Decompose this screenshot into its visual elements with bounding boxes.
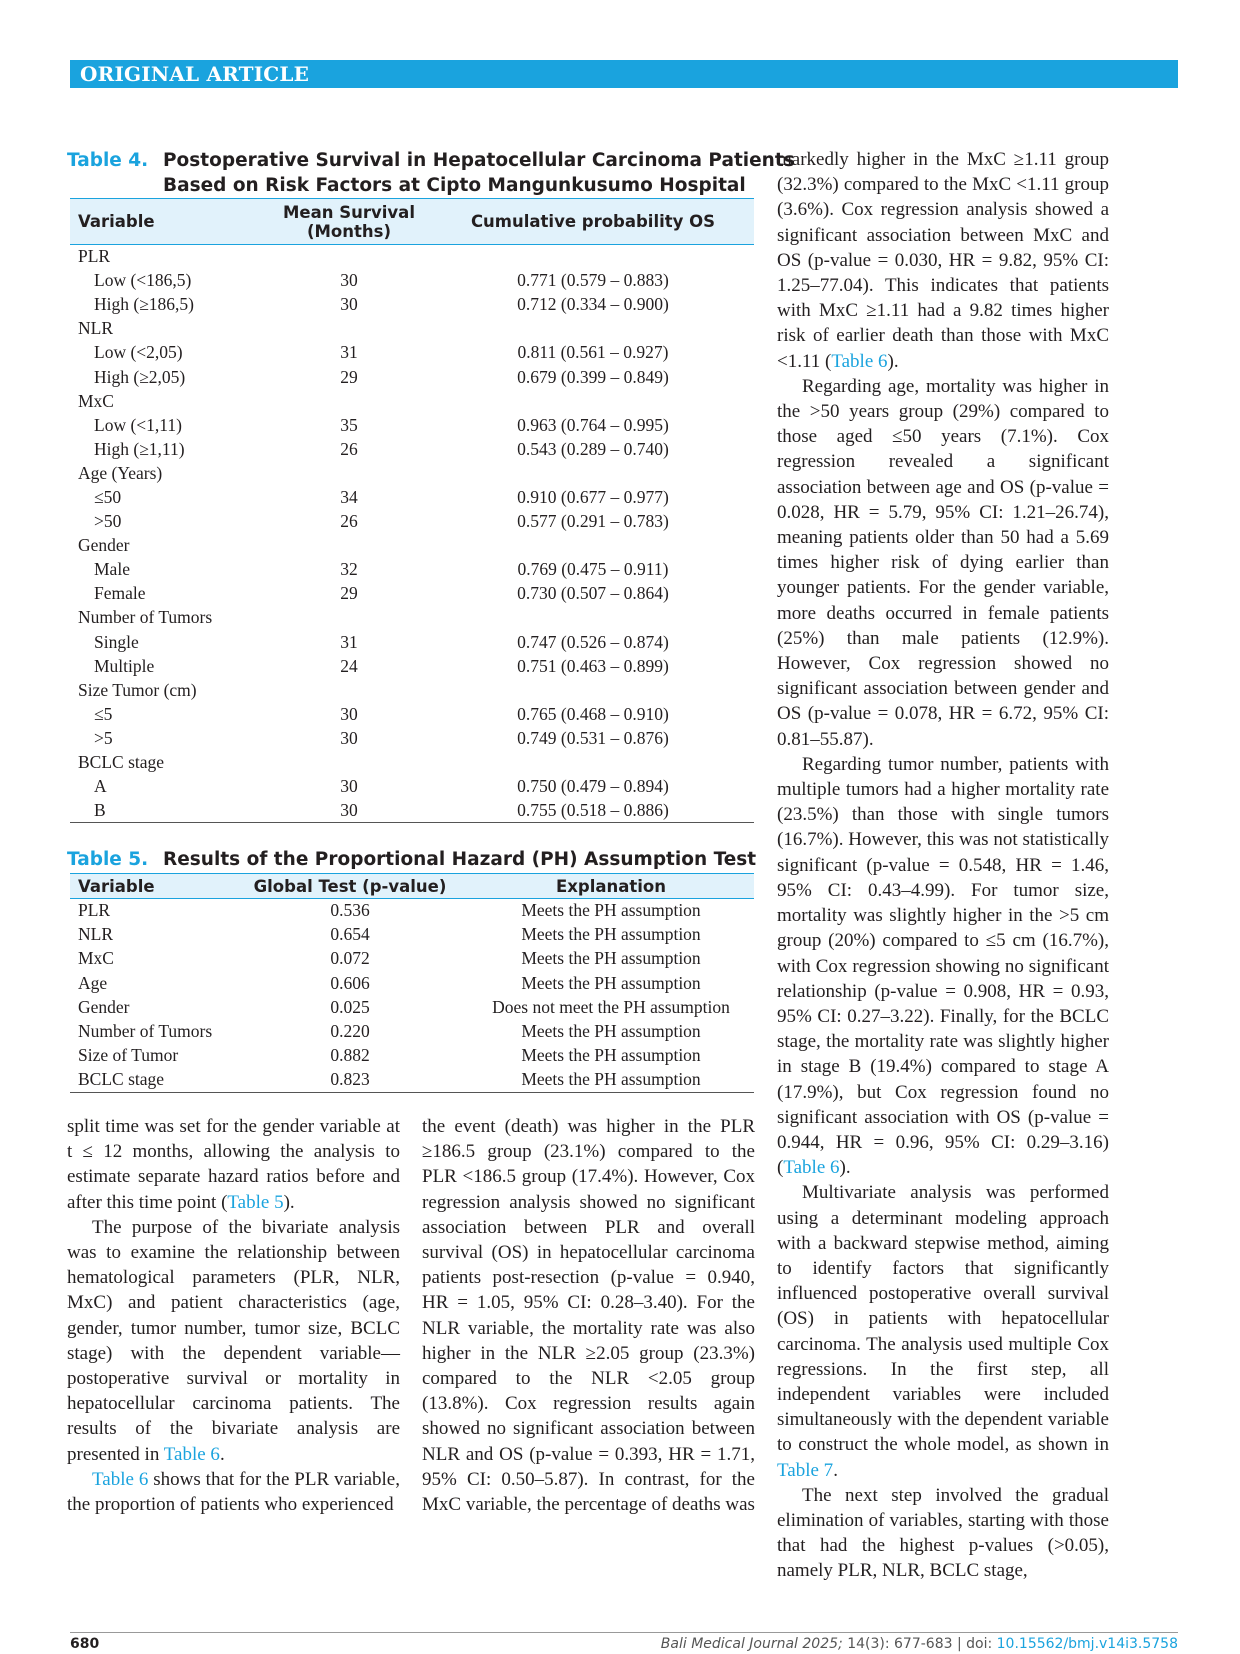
table4-group-row	[70, 606, 754, 630]
table4-row	[70, 269, 754, 293]
paragraph	[777, 1483, 1109, 1584]
table5-cell-explanation: Meets the PH assumption	[521, 1021, 701, 1042]
table5-title: Results of the Proportional Hazard (PH) Assumption Test	[163, 849, 757, 870]
table4-cell-variable: Gender	[78, 535, 130, 556]
table5-cell-explanation: Meets the PH assumption	[521, 972, 701, 993]
table4-cell-os: 0.771 (0.579 – 0.883)	[517, 270, 669, 291]
table4-cell-variable: PLR	[78, 246, 111, 267]
table-reference-link[interactable]: Table 6	[783, 1157, 840, 1179]
table4-cell-variable: Size Tumor (cm)	[78, 679, 197, 700]
table-reference-link[interactable]: Table 5	[227, 1191, 284, 1213]
table4-header-variable: Variable	[70, 199, 266, 245]
table5-cell-explanation: Meets the PH assumption	[521, 924, 701, 945]
table5-row	[70, 1044, 754, 1068]
table5-caption	[67, 847, 767, 873]
table4-cell-variable: Single	[94, 631, 139, 652]
table4-cell-mean: 31	[340, 342, 358, 363]
table4-header-mean: Mean Survival (Months)	[266, 199, 432, 245]
table5-cell-variable: PLR	[78, 900, 111, 921]
paragraph-text-tail: ).	[887, 350, 899, 372]
table4-cell-variable: MxC	[78, 390, 114, 411]
table4-cell-os	[432, 461, 754, 485]
table4-cell-mean	[266, 534, 432, 558]
paragraph-text: The next step involved the gradual elimination of variables, starting with those that had the highest p-values (>0.05), namely PLR, NLR, BCLC stage,	[777, 1484, 1109, 1582]
table4-cell-mean: 35	[340, 414, 358, 435]
table4-cell-mean	[266, 389, 432, 413]
paragraph-text-tail: shows that for the PLR variable, the proportion of patients who experienced	[67, 1468, 400, 1516]
table4-cell-mean: 29	[340, 583, 358, 604]
table4-cell-variable: ≤5	[94, 703, 113, 724]
table4-row	[70, 799, 754, 823]
table4-group-row	[70, 678, 754, 702]
table5-row	[70, 971, 754, 995]
table4-cell-os: 0.910 (0.677 – 0.977)	[517, 486, 669, 507]
table4-cell-mean: 34	[340, 486, 358, 507]
table5-cell-p: 0.882	[330, 1045, 370, 1066]
table4-cell-mean: 30	[340, 703, 358, 724]
table4-row	[70, 510, 754, 534]
table4-group-row	[70, 317, 754, 341]
table4-header-os: Cumulative probability OS	[432, 199, 754, 245]
paragraph-text: Multivariate analysis was performed using a determinant modeling approach with a backward stepwise method, aiming to identify factors that significantly influenced postoperative overall survival (OS) in patients with hepatocellular carcinoma. The analysis used multiple Cox regressions. In the first step, all independent variables were included simultaneously with the dependent variable to construct the whole model, as shown in	[777, 1182, 1109, 1456]
text-column-2	[422, 1114, 755, 1517]
table4-cell-os	[432, 389, 754, 413]
paragraph	[67, 1467, 400, 1517]
text-column-3	[777, 147, 1109, 1584]
table4-cell-mean: 30	[340, 270, 358, 291]
table4-cell-os	[432, 678, 754, 702]
table4-cell-variable: Low (<1,11)	[94, 414, 182, 435]
paragraph-text-tail: ).	[283, 1191, 295, 1213]
table4-cell-os	[432, 750, 754, 774]
table4-row	[70, 630, 754, 654]
table5-cell-explanation: Meets the PH assumption	[521, 900, 701, 921]
paragraph-text: the event (death) was higher in the PLR ≥186.5 group (23.1%) compared to the PLR <186.5 group (17.4%). However, Cox regression analysis showed no significant association between PLR and overall survival (OS) in hepatocellular carcinoma patients post-resection (p-value = 0.940, HR = 1.05, 95% CI: 0.28–3.40). For the NLR variable, the mortality rate was also higher in the NLR ≥2.05 group (23.3%) compared to the NLR <2.05 group (13.8%). Cox regression results again showed no significant association between NLR and OS (p-value = 0.393, HR = 1.71, 95% CI: 0.50–5.87). In contrast, for the MxC variable, the percentage of deaths was	[422, 1116, 755, 1516]
table4-cell-variable: Low (<186,5)	[94, 270, 192, 291]
table4-cell-mean: 30	[266, 799, 432, 823]
table4-row	[70, 437, 754, 461]
table5-row	[70, 1068, 754, 1092]
table-reference-link[interactable]: Table 6	[831, 350, 888, 372]
table5-header-p: Global Test (p-value)	[232, 874, 468, 899]
table5-row	[70, 995, 754, 1019]
table4-row	[70, 341, 754, 365]
table4-group-row	[70, 750, 754, 774]
table5-cell-variable: MxC	[78, 948, 114, 969]
table4-cell-mean	[266, 461, 432, 485]
table5-cell-variable: Gender	[78, 996, 130, 1017]
table4-cell-variable: A	[94, 776, 107, 797]
footer-rule	[70, 1632, 1178, 1633]
table4	[70, 198, 754, 823]
table4-cell-os: 0.755 (0.518 – 0.886)	[432, 799, 754, 823]
table4-cell-os: 0.750 (0.479 – 0.894)	[517, 776, 669, 797]
table4-cell-mean	[266, 678, 432, 702]
table4-group-row	[70, 389, 754, 413]
table4-cell-os: 0.963 (0.764 – 0.995)	[517, 414, 669, 435]
table4-cell-mean: 32	[340, 559, 358, 580]
page-number: 680	[70, 1636, 100, 1652]
table4-title: Postoperative Survival in Hepatocellular Carcinoma Patients Based on Risk Factors at Cipto Mangunkusumo Hospital	[163, 150, 795, 196]
paragraph-text-tail: ).	[839, 1157, 851, 1179]
table4-cell-os: 0.811 (0.561 – 0.927)	[517, 342, 669, 363]
paragraph	[777, 147, 1109, 374]
paragraph-text-tail: .	[833, 1459, 838, 1481]
text-column-1	[67, 1114, 400, 1517]
table4-cell-variable: >5	[94, 727, 113, 748]
table5-cell-explanation: Meets the PH assumption	[521, 1045, 701, 1066]
table4-cell-variable: >50	[94, 511, 122, 532]
table4-cell-variable: ≤50	[94, 486, 122, 507]
table4-cell-os: 0.577 (0.291 – 0.783)	[517, 511, 669, 532]
table4-row	[70, 726, 754, 750]
table4-cell-os: 0.765 (0.468 – 0.910)	[517, 703, 669, 724]
table4-group-row	[70, 245, 754, 269]
table4-cell-variable: Multiple	[94, 655, 155, 676]
table5-header-explanation: Explanation	[468, 874, 754, 899]
table4-cell-variable: Number of Tumors	[78, 607, 213, 628]
paragraph	[67, 1215, 400, 1467]
table4-cell-variable: Male	[94, 559, 130, 580]
table5-cell-variable: NLR	[78, 924, 113, 945]
table5-cell-explanation: Meets the PH assumption	[468, 1068, 754, 1092]
table5-cell-p: 0.220	[330, 1021, 370, 1042]
table4-cell-os: 0.747 (0.526 – 0.874)	[517, 631, 669, 652]
table4-cell-mean	[266, 317, 432, 341]
table5-cell-p: 0.536	[330, 900, 370, 921]
table4-cell-variable: High (≥2,05)	[94, 366, 186, 387]
table5-row	[70, 899, 754, 923]
table4-row	[70, 582, 754, 606]
table4-cell-os	[432, 317, 754, 341]
paragraph	[777, 752, 1109, 1180]
paragraph-text: The purpose of the bivariate analysis was to examine the relationship between hematological parameters (PLR, NLR, MxC) and patient characteristics (age, gender, tumor number, tumor size, BCLC stage) with the dependent variable—postoperative survival or mortality in hepatocellular carcinoma patients. The results of the bivariate analysis are presented in	[67, 1216, 400, 1465]
table4-cell-variable: High (≥1,11)	[94, 438, 185, 459]
paragraph-text: split time was set for the gender variable at t ≤ 12 months, allowing the analysis to estimate separate hazard ratios before and after this time point (	[67, 1116, 400, 1213]
citation-detail: 14(3): 677-683 | doi:	[842, 1636, 997, 1652]
table4-cell-mean: 30	[340, 294, 358, 315]
table4-cell-mean	[266, 245, 432, 269]
table4-row	[70, 485, 754, 509]
table4-cell-variable: Age (Years)	[78, 462, 163, 483]
table5-row	[70, 1019, 754, 1043]
table4-row	[70, 293, 754, 317]
table4-row	[70, 654, 754, 678]
table4-cell-os	[432, 606, 754, 630]
paragraph	[777, 374, 1109, 752]
table4-cell-mean: 31	[340, 631, 358, 652]
table4-group-row	[70, 461, 754, 485]
table4-row	[70, 558, 754, 582]
table4-cell-variable: B	[70, 799, 266, 823]
table5-cell-p: 0.025	[330, 996, 370, 1017]
table5	[70, 873, 754, 1093]
table5-number: Table 5.	[67, 849, 149, 870]
paragraph-text-tail: .	[219, 1443, 225, 1465]
table4-group-row	[70, 534, 754, 558]
paragraph-text: Regarding age, mortality was higher in the >50 years group (29%) compared to those aged ≤50 years (7.1%). Cox regression revealed a significant association between age and OS (p-value = 0.028, HR = 5.79, 95% CI: 1.21–26.74), meaning patients older than 50 had a 5.69 times higher risk of dying earlier than younger patients. For the gender variable, more deaths occurred in female patients (25%) than male patients (12.9%). However, Cox regression showed no significant association between gender and OS (p-value = 0.078, HR = 6.72, 95% CI: 0.81–55.87).	[777, 375, 1109, 750]
table5-cell-explanation: Does not meet the PH assumption	[492, 996, 730, 1017]
table-reference-link[interactable]: Table 6	[92, 1468, 149, 1490]
table4-cell-mean	[266, 750, 432, 774]
table4-cell-os	[432, 534, 754, 558]
table4-cell-os: 0.543 (0.289 – 0.740)	[517, 438, 669, 459]
table5-cell-p: 0.654	[330, 924, 370, 945]
table5-cell-variable: BCLC stage	[70, 1068, 232, 1092]
table4-cell-os: 0.712 (0.334 – 0.900)	[517, 294, 669, 315]
table4-caption	[67, 148, 795, 200]
table4-cell-mean: 26	[340, 438, 358, 459]
article-type-banner	[70, 60, 1178, 88]
table5-cell-variable: Age	[78, 972, 108, 993]
table5-cell-p: 0.823	[232, 1068, 468, 1092]
paragraph	[777, 1180, 1109, 1482]
table4-cell-os: 0.751 (0.463 – 0.899)	[517, 655, 669, 676]
paragraph-text: markedly higher in the MxC ≥1.11 group (32.3%) compared to the MxC <1.11 group (3.6%). Cox regression analysis showed a significant association between MxC and OS (p-value = 0.030, HR = 9.82, 95% CI: 1.25–77.04). This indicates that patients with MxC ≥1.11 had a 9.82 times higher risk of earlier death than those with MxC <1.11 (	[777, 149, 1109, 372]
table-reference-link[interactable]: Table 6	[163, 1443, 220, 1465]
doi-link[interactable]: 10.15562/bmj.v14i3.5758	[996, 1636, 1178, 1652]
table4-cell-os: 0.749 (0.531 – 0.876)	[517, 727, 669, 748]
paragraph	[67, 1114, 400, 1215]
table5-cell-p: 0.606	[330, 972, 370, 993]
table4-cell-mean: 30	[340, 727, 358, 748]
journal-name: Bali Medical Journal 2025;	[660, 1636, 843, 1652]
table4-cell-mean: 24	[340, 655, 358, 676]
table4-cell-variable: Low (<2,05)	[94, 342, 183, 363]
table5-row	[70, 923, 754, 947]
table4-cell-mean: 30	[340, 776, 358, 797]
table4-row	[70, 365, 754, 389]
paragraph-text: Regarding tumor number, patients with multiple tumors had a higher mortality rate (23.5%) than those with single tumors (16.7%). However, this was not statistically significant (p-value = 0.548, HR = 1.46, 95% CI: 0.43–4.99). For tumor size, mortality was slightly higher in the >5 cm group (20%) compared to ≤5 cm (16.7%), with Cox regression showing no significant relationship (p-value = 0.908, HR = 0.93, 95% CI: 0.27–3.22). Finally, for the BCLC stage, the mortality rate was slightly higher in stage B (19.4%) compared to stage A (17.9%), but Cox regression found no significant association with OS (p-value = 0.944, HR = 0.96, 95% CI: 0.29–3.16) (	[777, 753, 1109, 1179]
table4-cell-os: 0.769 (0.475 – 0.911)	[517, 559, 669, 580]
article-type-label: ORIGINAL ARTICLE	[80, 62, 310, 86]
table4-cell-os: 0.679 (0.399 – 0.849)	[517, 366, 669, 387]
table4-cell-mean	[266, 606, 432, 630]
table5-row	[70, 947, 754, 971]
table4-cell-os: 0.730 (0.507 – 0.864)	[517, 583, 669, 604]
table4-cell-mean: 29	[340, 366, 358, 387]
table4-row	[70, 702, 754, 726]
table5-cell-p: 0.072	[330, 948, 370, 969]
table4-cell-mean: 26	[340, 511, 358, 532]
table5-header-variable: Variable	[70, 874, 232, 899]
table4-cell-variable: High (≥186,5)	[94, 294, 195, 315]
table-reference-link[interactable]: Table 7	[777, 1459, 834, 1481]
table4-number: Table 4.	[67, 150, 149, 171]
table5-cell-explanation: Meets the PH assumption	[521, 948, 701, 969]
table4-row	[70, 775, 754, 799]
table4-cell-os	[432, 245, 754, 269]
table4-cell-variable: Female	[94, 583, 146, 604]
table4-cell-variable: BCLC stage	[78, 752, 165, 773]
table4-row	[70, 413, 754, 437]
table5-cell-variable: Size of Tumor	[78, 1045, 179, 1066]
journal-citation	[661, 1636, 1178, 1652]
table4-cell-variable: NLR	[78, 318, 113, 339]
table5-cell-variable: Number of Tumors	[78, 1021, 213, 1042]
paragraph	[422, 1114, 755, 1517]
